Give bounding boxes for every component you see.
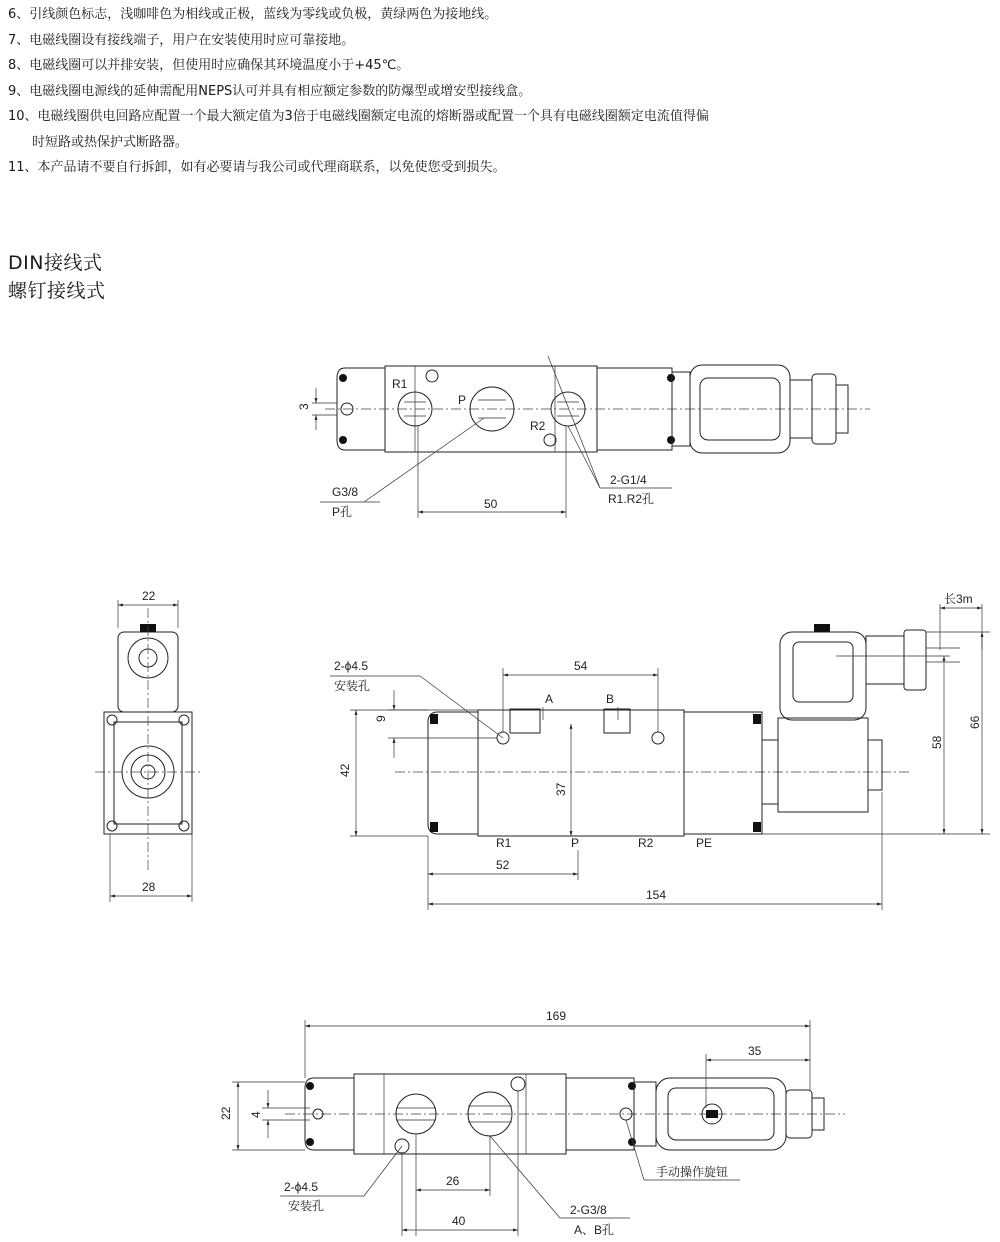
- dim-154: [428, 792, 882, 910]
- note-8: 8、电磁线圈可以并排安装，但使用时应确保其环境温度小于+45℃。: [8, 58, 410, 73]
- dim-37-label: 37: [554, 782, 568, 796]
- callout-p-size: G3/8: [332, 485, 359, 499]
- view-front: [330, 592, 990, 910]
- dim-37: [554, 724, 571, 836]
- callout-ab-ports: [490, 1136, 630, 1237]
- valve-body-top-screw: [285, 1074, 845, 1154]
- mount-hole-screw-label: 安装孔: [288, 1199, 325, 1213]
- dim-54: [503, 659, 658, 732]
- label-port-p: P: [458, 393, 467, 407]
- note-11: 11、本产品请不要自行拆卸，如有必要请与我公司或代理商联系，以免使您受到损失。: [8, 160, 506, 175]
- note-7: 7、电磁线圈设有接线端子，用户在安装使用时应可靠接地。: [8, 32, 355, 48]
- dim-26-label: 26: [446, 1174, 460, 1188]
- callout-ab-size: 2-G3/8: [570, 1203, 607, 1217]
- callout-p-port: [320, 418, 484, 519]
- dim-58: [762, 656, 990, 834]
- dim-22-screw-label: 22: [219, 1106, 233, 1120]
- dim-66-label: 66: [968, 715, 982, 729]
- callout-r-hole: R1.R2孔: [608, 492, 655, 506]
- mount-hole-front-qty: 2-ϕ4.5: [334, 659, 369, 673]
- callout-ab-hole: A、B孔: [574, 1223, 615, 1237]
- dim-40-label: 40: [452, 1214, 466, 1228]
- label-port-a: A: [545, 692, 554, 706]
- note-9: 9、电磁线圈电源线的延伸需配用NEPS认可并具有相应额定参数的防爆型或增安型接线盒。: [8, 83, 532, 99]
- bottom-port-labels: [496, 836, 712, 850]
- label-port-b: B: [606, 692, 615, 706]
- dim-3-label: 3: [297, 403, 311, 410]
- dim-28-end-label: 28: [142, 880, 156, 894]
- dim-42-label: 42: [338, 763, 352, 777]
- note-10-continued: 时短路或热保护式断路器。: [32, 134, 189, 150]
- view-top-screw: [219, 1009, 845, 1237]
- dim-42: [338, 710, 428, 836]
- heading-din-wiring: DIN接线式: [8, 252, 103, 274]
- callout-r-ports: [548, 356, 672, 506]
- dim-35-label: 35: [748, 1044, 762, 1058]
- manual-knob-label: 手动操作旋钮: [656, 1165, 729, 1179]
- coil-front: [762, 604, 982, 812]
- dim-40: [402, 1091, 518, 1236]
- callout-r-size: 2-G1/4: [610, 473, 647, 487]
- dim-169-label: 169: [546, 1009, 567, 1023]
- dim-54-label: 54: [574, 659, 588, 673]
- mount-hole-screw-qty: 2-ϕ4.5: [284, 1180, 319, 1194]
- connector-end: [118, 608, 178, 870]
- mount-hole-callout-screw: [280, 1146, 402, 1213]
- cable-length: [940, 592, 982, 608]
- cable-length-label: 长3m: [944, 592, 973, 606]
- dim-35: [706, 1044, 810, 1108]
- bottom-port-r2: R2: [638, 836, 654, 850]
- note-10: 10、电磁线圈供电回路应配置一个最大额定值为3倍于电磁线圈额定电流的熔断器或配置一个具有电磁线圈额定电流值得偏: [8, 109, 709, 124]
- bottom-port-p: P: [571, 836, 580, 850]
- dim-52-label: 52: [496, 858, 510, 872]
- bottom-port-pe: PE: [696, 836, 713, 850]
- ports-a-b-front: [543, 692, 618, 720]
- dim-28-end: [110, 834, 192, 902]
- valve-front-body: [395, 709, 910, 836]
- heading-screw-wiring: 螺钉接线式: [8, 280, 106, 302]
- label-port-r1: R1: [392, 377, 408, 391]
- dim-22-end-label: 22: [142, 589, 156, 603]
- dim-9-label: 9: [374, 715, 388, 722]
- dim-4: [249, 1090, 310, 1138]
- dim-50-label: 50: [484, 497, 498, 511]
- view-top-din: [297, 356, 870, 519]
- mount-hole-front-label: 安装孔: [334, 679, 371, 693]
- view-end: [95, 589, 200, 902]
- callout-p-hole: P孔: [332, 505, 353, 519]
- note-6: 6、引线颜色标志，浅咖啡色为相线或正极，蓝线为零线或负极，黄绿两色为接地线。: [8, 7, 498, 22]
- label-port-r2: R2: [530, 419, 546, 433]
- valve-end-body: [95, 712, 200, 834]
- dim-4-label: 4: [249, 1111, 263, 1118]
- dim-58-label: 58: [930, 735, 944, 749]
- dim-154-label: 154: [646, 888, 667, 902]
- bottom-port-r1: R1: [496, 836, 512, 850]
